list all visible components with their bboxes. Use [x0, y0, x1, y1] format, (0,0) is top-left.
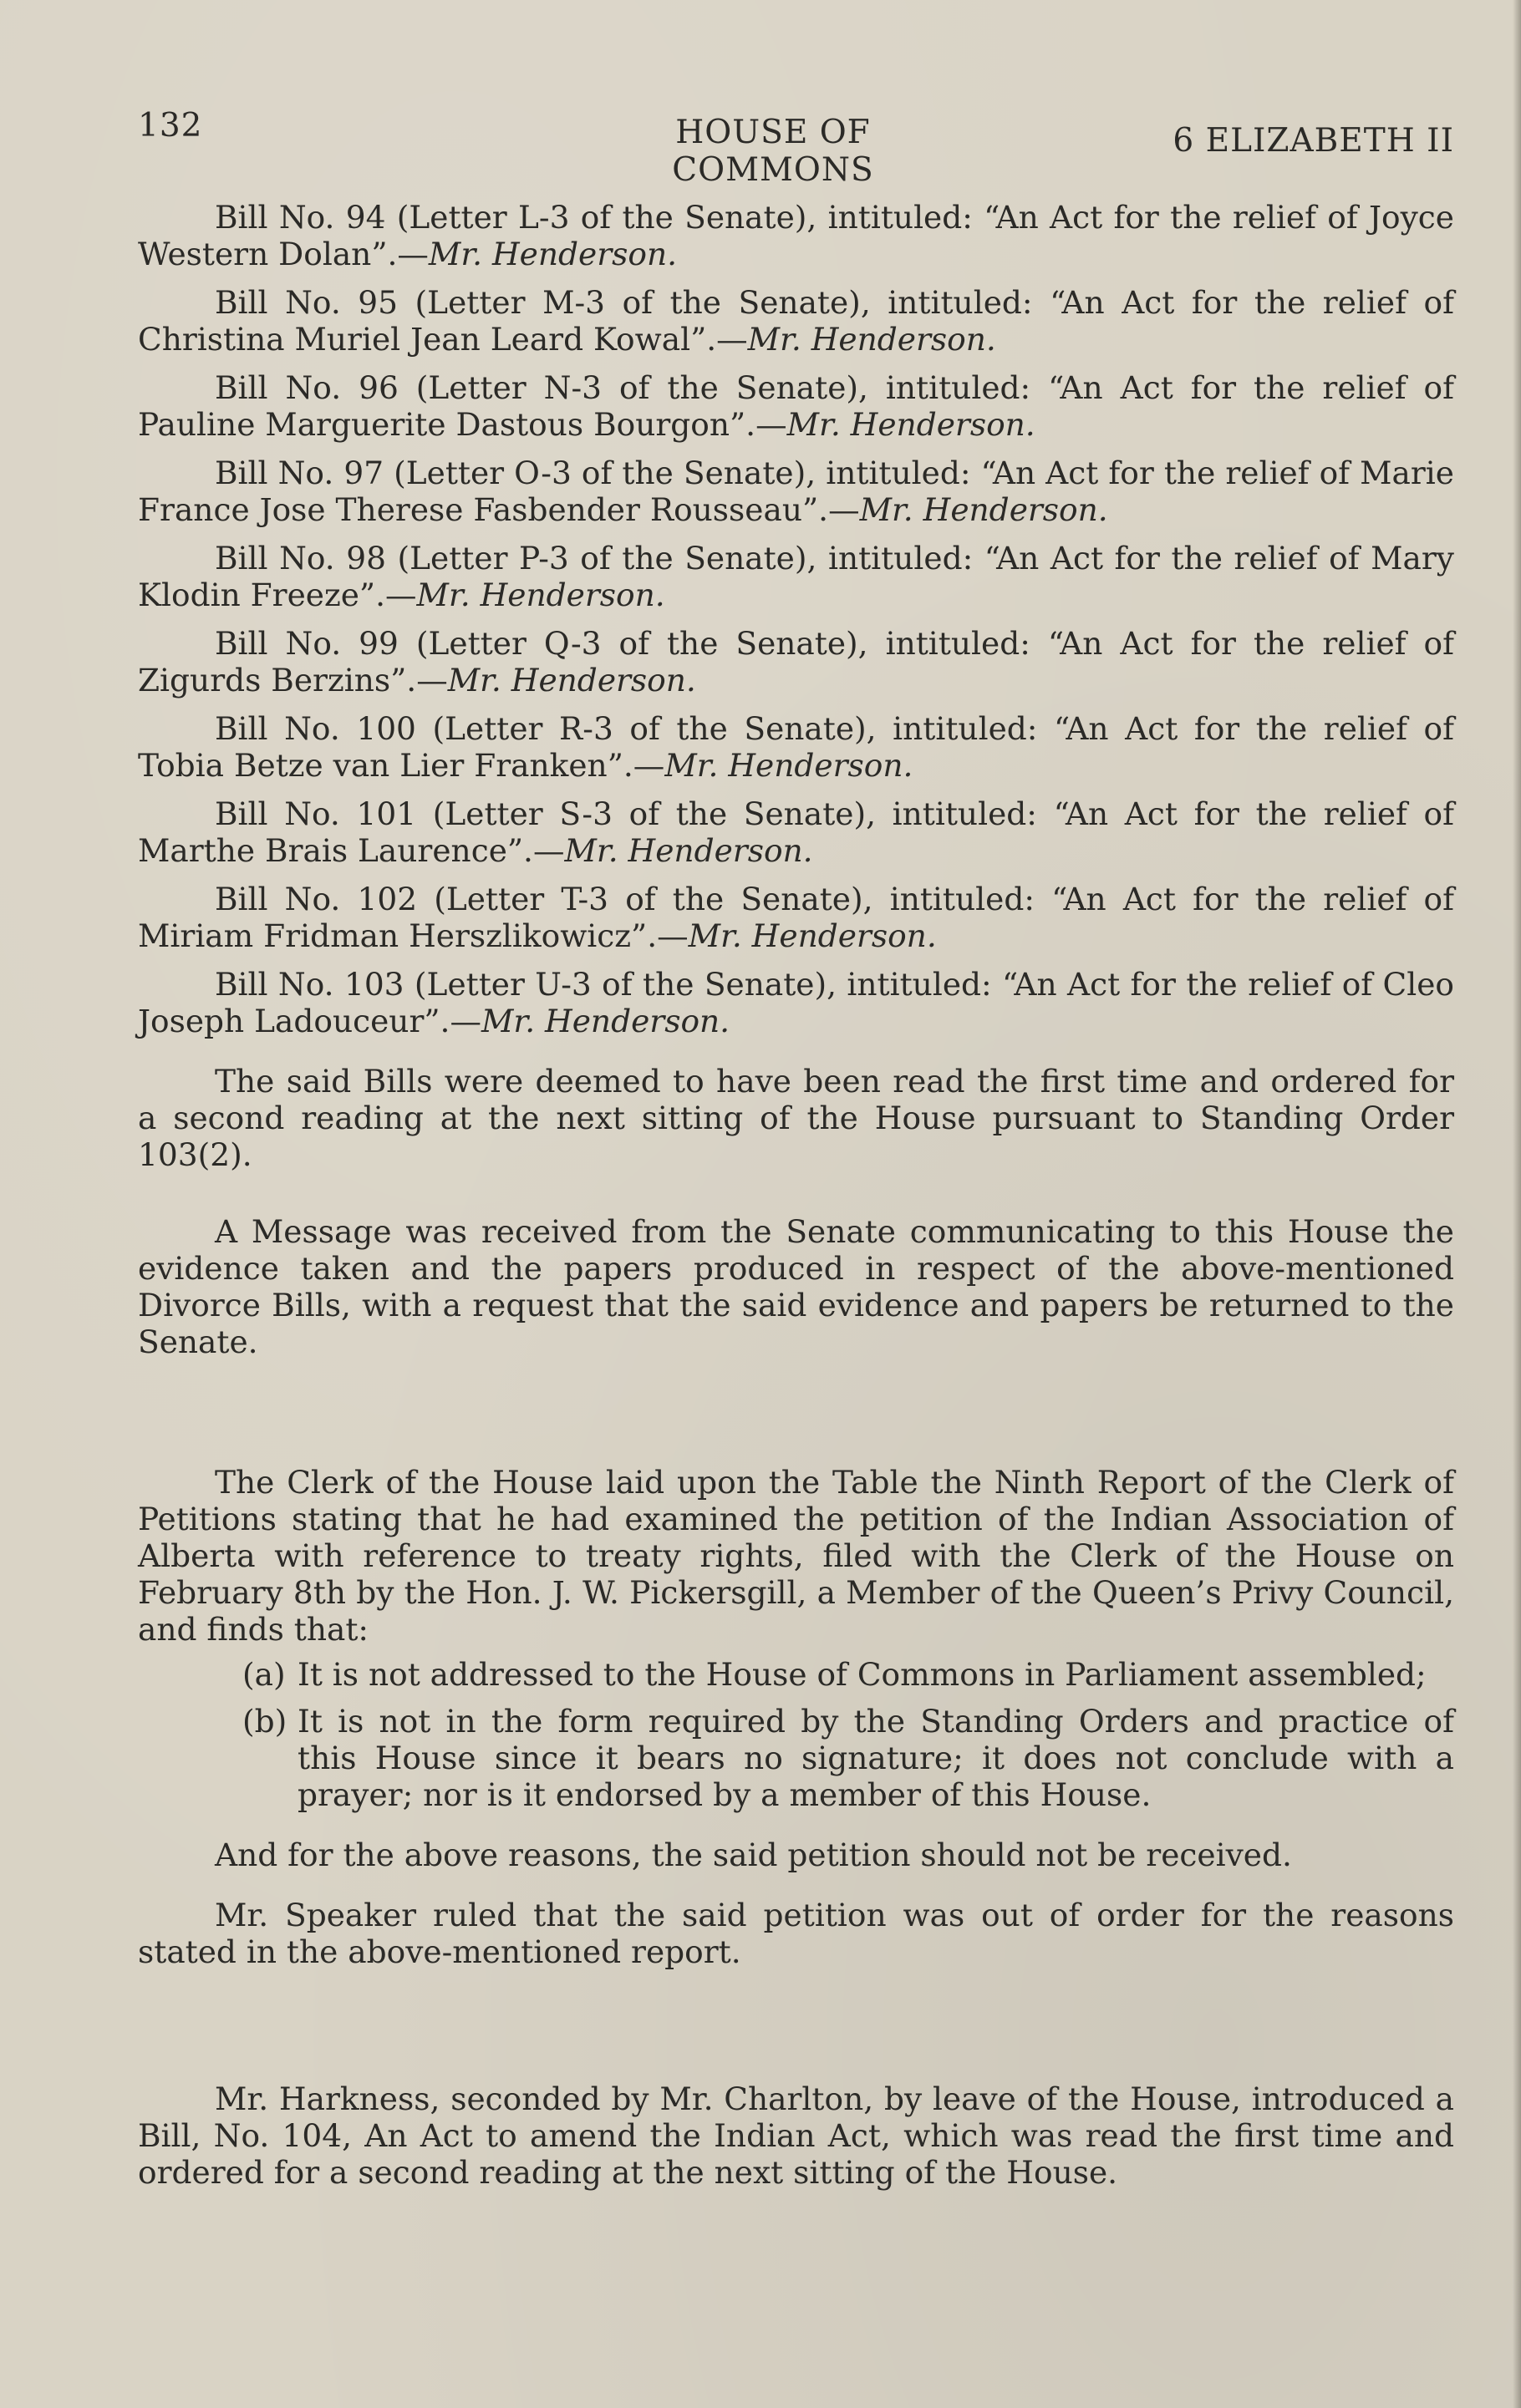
speaker-ruling-paragraph: Mr. Speaker ruled that the said petition was out of order for the reasons stated in the above-mentioned report. [138, 1897, 1454, 1970]
bills-read-paragraph: The said Bills were deemed to have been read the first time and ordered for a second reading at the next sitting of the House pursuant to Standing Order 103(2). [138, 1063, 1454, 1173]
bill-entry: Bill No. 103 (Letter U-3 of the Senate), intituled: “An Act for the relief of Cleo Joseph Ladouceur”.—Mr. Henderson. [138, 966, 1454, 1039]
bill-entry: Bill No. 96 (Letter N-3 of the Senate), intituled: “An Act for the relief of Pauline Marguerite Dastous Bourgon”.—Mr. Henderson. [138, 369, 1454, 443]
finding-text: It is not addressed to the House of Commons in Parliament assembled; [298, 1656, 1427, 1693]
bill-entry: Bill No. 101 (Letter S-3 of the Senate), intituled: “An Act for the relief of Marthe Brais Laurence”.—Mr. Henderson. [138, 795, 1454, 869]
finding-marker: (a) [242, 1656, 286, 1693]
running-title: HOUSE OF COMMONS [672, 114, 874, 189]
session-label: 6 ELIZABETH II [1173, 122, 1454, 160]
page-body [138, 199, 1454, 2191]
bill-entry: Bill No. 95 (Letter M-3 of the Senate), intituled: “An Act for the relief of Christina Muriel Jean Leard Kowal”.—Mr. Henderson. [138, 284, 1454, 358]
bill-entry: Bill No. 98 (Letter P-3 of the Senate), intituled: “An Act for the relief of Mary Klodin Freeze”.—Mr. Henderson. [138, 540, 1454, 613]
bill-entry: Bill No. 94 (Letter L-3 of the Senate), intituled: “An Act for the relief of Joyce Western Dolan”.—Mr. Henderson. [138, 199, 1454, 272]
finding-marker: (b) [242, 1703, 287, 1740]
page-number: 132 [138, 107, 203, 145]
page-header [138, 107, 1454, 189]
clerk-report-paragraph: The Clerk of the House laid upon the Table the Ninth Report of the Clerk of Petitions stating that he had examined the petition of the Indian Association of Alberta with reference to treaty rights, filed with the Clerk of the House on February 8th by the Hon. J. W. Pickersgill, a Member of the Queen’s Privy Council, and finds that: [138, 1464, 1454, 1648]
finding-item [138, 1656, 1454, 1693]
finding-item [138, 1703, 1454, 1813]
bill-entry: Bill No. 97 (Letter O-3 of the Senate), intituled: “An Act for the relief of Marie France Jose Therese Fasbender Rousseau”.—Mr. Henderson. [138, 455, 1454, 528]
harkness-bill-paragraph: Mr. Harkness, seconded by Mr. Charlton, by leave of the House, introduced a Bill, No. 104, An Act to amend the Indian Act, which was read the first time and ordered for a second reading at the next sitting of the House. [138, 2080, 1454, 2191]
bill-entry: Bill No. 100 (Letter R-3 of the Senate), intituled: “An Act for the relief of Tobia Betze van Lier Franken”.—Mr. Henderson. [138, 710, 1454, 784]
bill-entry: Bill No. 102 (Letter T-3 of the Senate), intituled: “An Act for the relief of Miriam Fridman Herszlikowicz”.—Mr. Henderson. [138, 881, 1454, 954]
for-reasons-paragraph: And for the above reasons, the said petition should not be received. [215, 1836, 1292, 1873]
findings-list [138, 1656, 1454, 1813]
finding-text: It is not in the form required by the Standing Orders and practice of this House since it bears no signature; it does not conclude with a prayer; nor is it endorsed by a member of this House. [298, 1703, 1454, 1813]
page-edge-shadow [1513, 0, 1521, 2408]
bill-entry: Bill No. 99 (Letter Q-3 of the Senate), intituled: “An Act for the relief of Zigurds Berzins”.—Mr. Henderson. [138, 625, 1454, 699]
senate-message-paragraph: A Message was received from the Senate communicating to this House the evidence taken and the papers produced in respect of the above-mentioned Divorce Bills, with a request that the said evidence and papers be returned to the Senate. [138, 1213, 1454, 1360]
